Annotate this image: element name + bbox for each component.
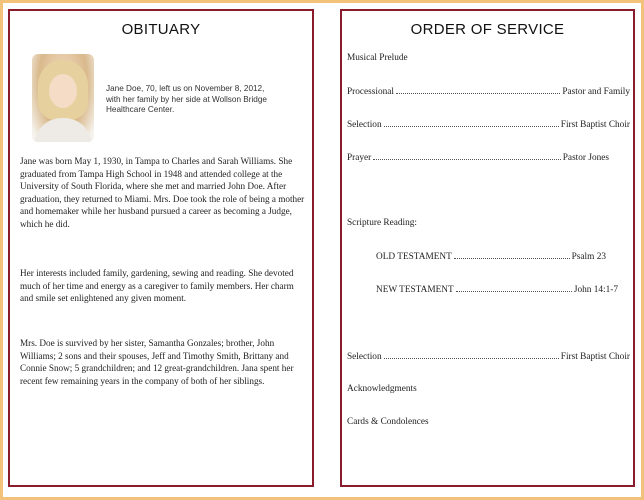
new-testament-label: NEW TESTAMENT	[376, 285, 454, 295]
scripture-reading-heading: Scripture Reading:	[347, 218, 417, 228]
order-of-service-title: ORDER OF SERVICE	[410, 21, 565, 38]
prayer-label: Prayer	[347, 153, 372, 163]
obituary-title: OBITUARY	[121, 21, 201, 38]
portrait-photo	[32, 54, 94, 142]
old-testament-value: Psalm 23	[571, 252, 606, 262]
new-testament-value: John 14:1-7	[573, 285, 618, 295]
obituary-paragraph-2: Her interests included family, gardening, sewing and reading. She devoted much of her time and energy as a caregiver to family members. Her charm and smile set enlightened any given moment.	[20, 268, 294, 304]
processional-label: Processional	[347, 87, 394, 97]
obituary-paragraph-1: Jane was born May 1, 1930, in Tampa to Charles and Sarah Williams. She graduated from Tampa High School in 1948 and attended college at the University of South Florida, where she met and married John Doe. After graduation, they returned to Miami. Mrs. Doe took the role of being a mother and homemaker while her husband pursued a career as becoming a Judge, which he did.	[20, 156, 305, 229]
old-testament-row	[376, 250, 606, 263]
obituary-intro: Jane Doe, 70, left us on November 8, 2012, with her family by her side at Wollson Bridge Healthcare Center.	[106, 84, 267, 114]
prayer-row	[347, 151, 609, 164]
selection-value: First Baptist Choir	[560, 352, 630, 362]
new-testament-row	[376, 283, 618, 296]
obituary-paragraph-3: Mrs. Doe is survived by her sister, Samantha Gonzales; brother, John Williams; 2 sons and their spouses, Jeff and Timothy Smith, Brittany and Connie Snow; 5 grandchildren; and 12 great-grandchildren. Jana spent her recent few remaining years in the company of both of her siblings.	[20, 338, 294, 386]
processional-value: Pastor and Family	[562, 87, 630, 97]
order-of-service-panel	[340, 9, 635, 487]
selection-label: Selection	[347, 352, 382, 362]
acknowledgments: Acknowledgments	[347, 384, 417, 394]
selection-row-2	[347, 350, 630, 363]
musical-prelude: Musical Prelude	[347, 53, 408, 63]
obituary-panel	[8, 9, 314, 487]
old-testament-label: OLD TESTAMENT	[376, 252, 452, 262]
processional-row	[347, 85, 630, 98]
selection-label: Selection	[347, 120, 382, 130]
selection-value: First Baptist Choir	[560, 120, 630, 130]
cards-and-condolences: Cards & Condolences	[347, 417, 429, 427]
selection-row-1	[347, 118, 630, 131]
prayer-value: Pastor Jones	[562, 153, 609, 163]
